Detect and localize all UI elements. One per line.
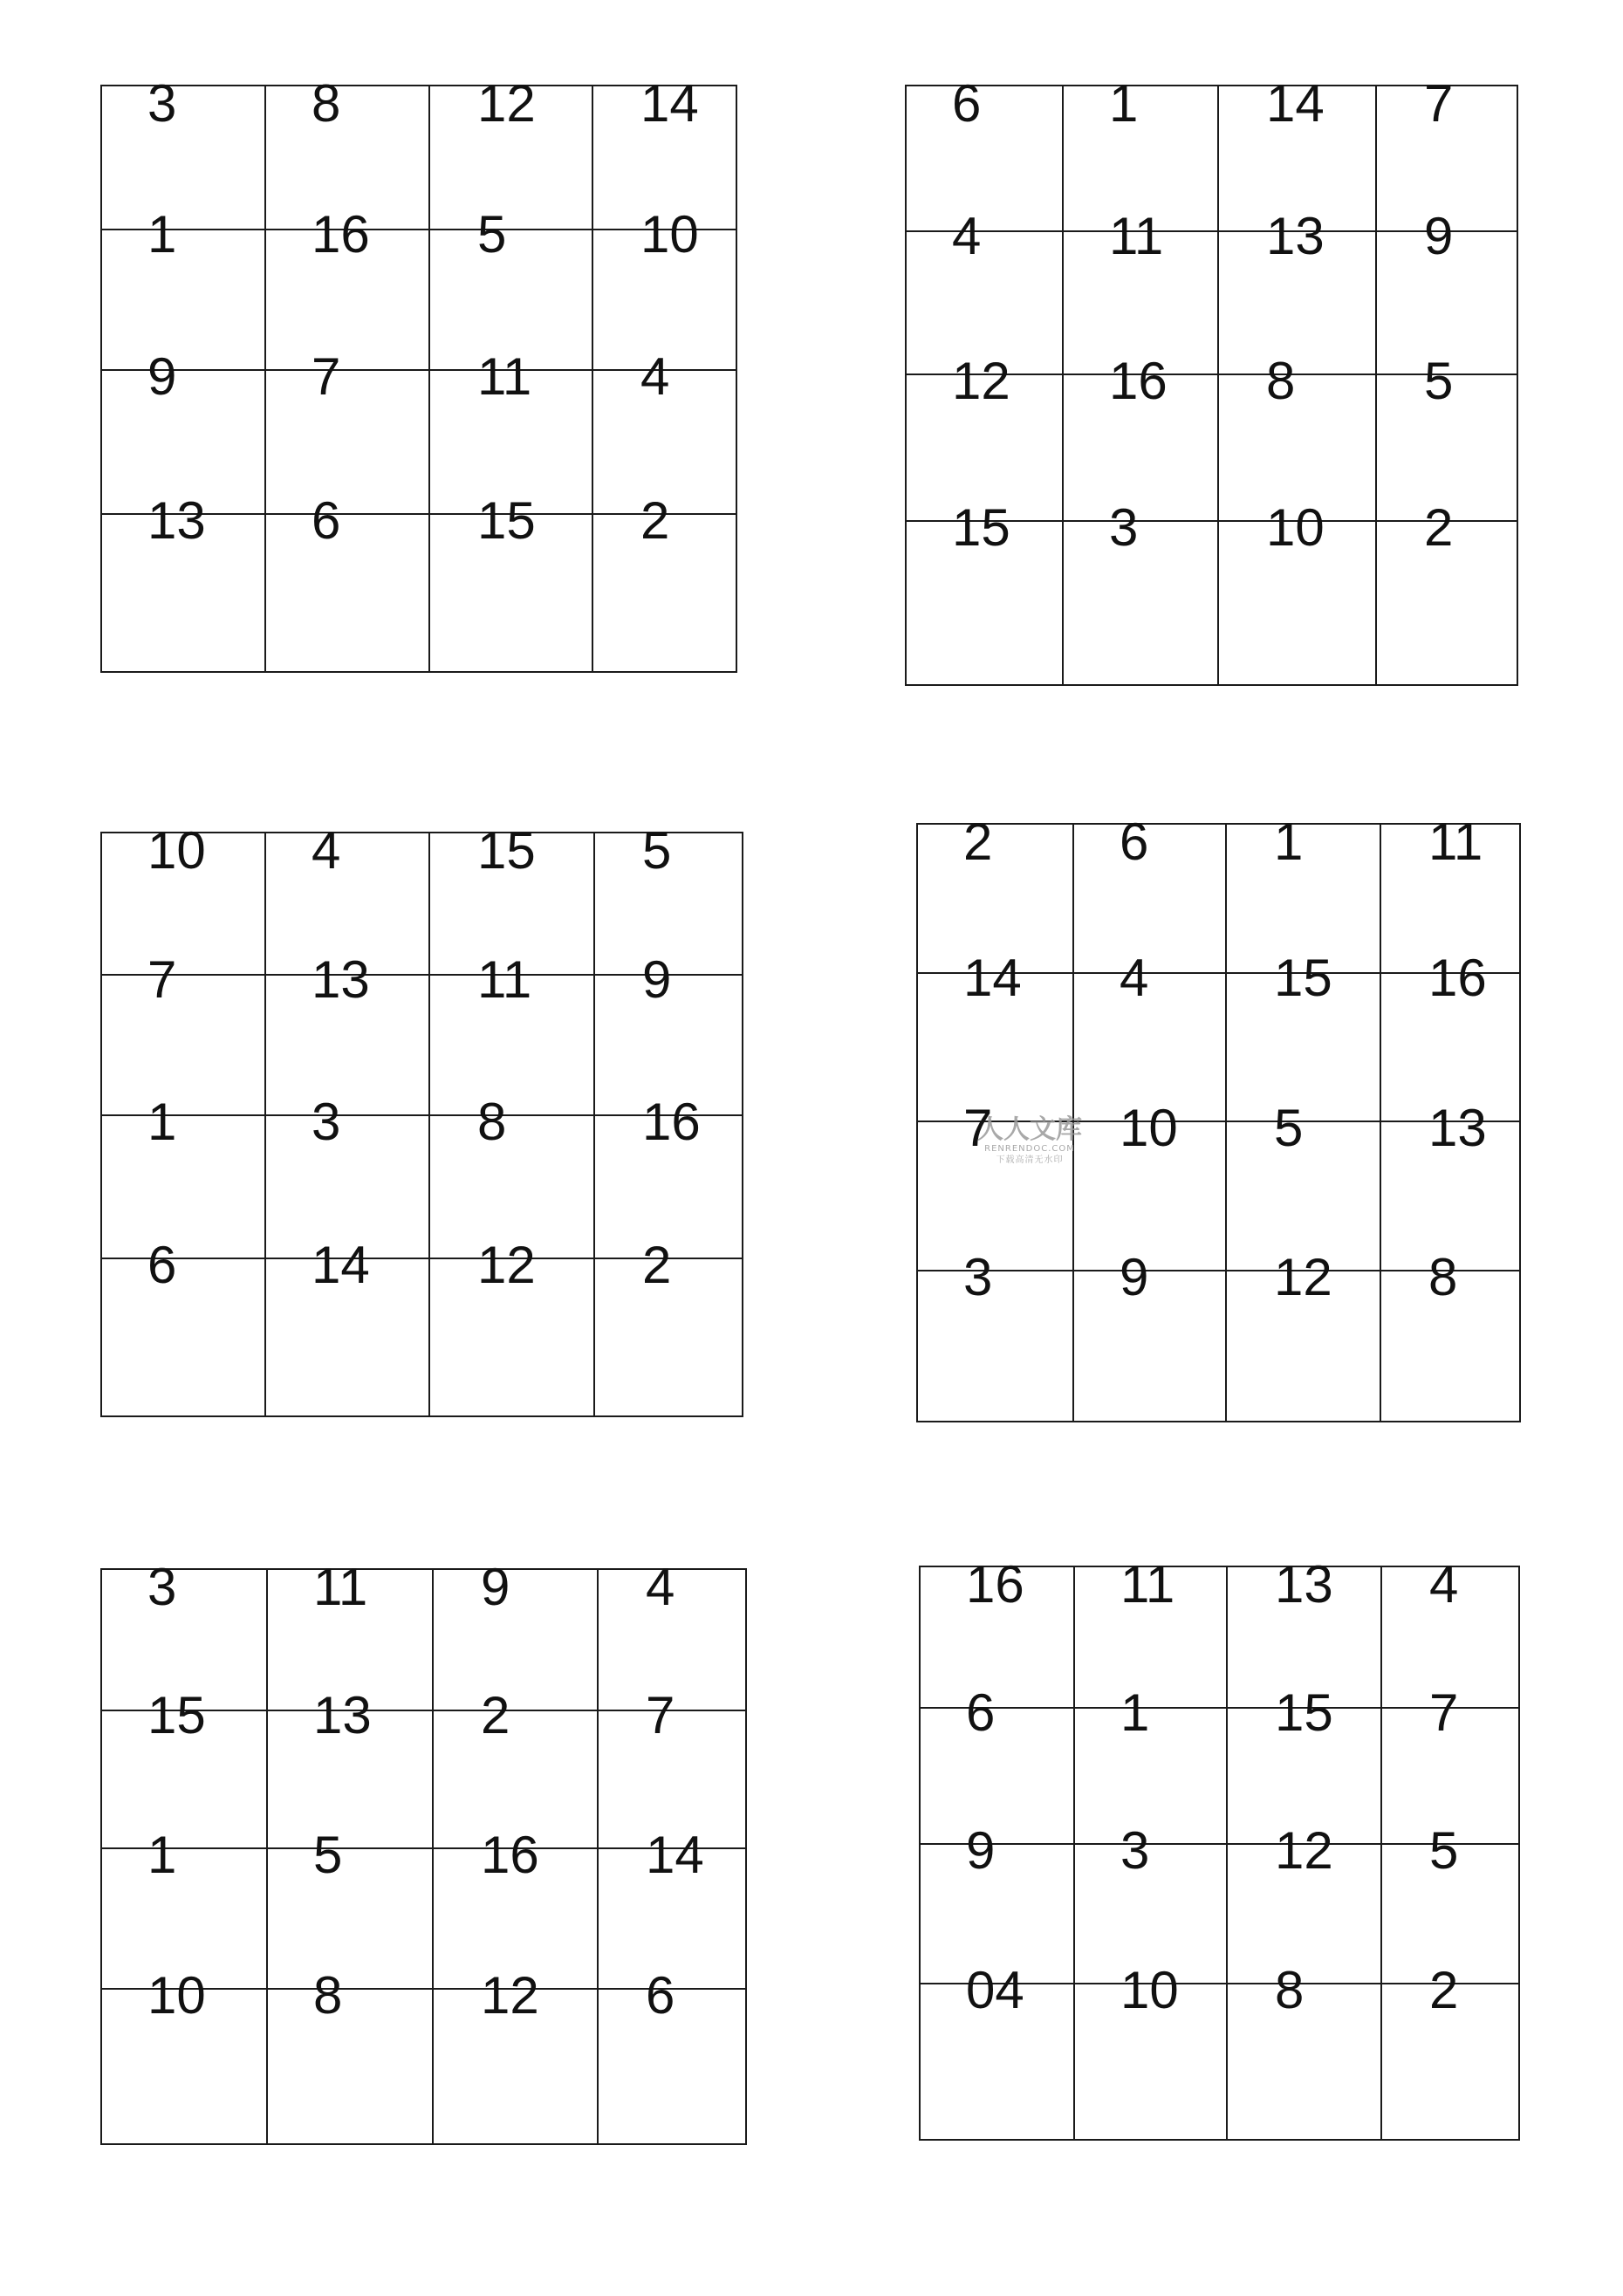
grid-cell xyxy=(1062,522,1219,686)
grid-cell xyxy=(916,1271,1074,1422)
grid-number: 11 xyxy=(1120,1555,1175,1614)
grid-number: 3 xyxy=(147,74,177,133)
grid-number: 10 xyxy=(147,821,206,880)
grid-number: 4 xyxy=(312,821,341,880)
grid-number: 2 xyxy=(1424,498,1454,557)
number-grid xyxy=(100,1558,747,2145)
grid-number: 11 xyxy=(477,347,532,406)
grid-number: 2 xyxy=(481,1686,510,1744)
grid-number: 15 xyxy=(147,1686,206,1744)
grid-number: 4 xyxy=(1429,1555,1459,1614)
grid-number: 9 xyxy=(1424,207,1454,265)
grid-number: 14 xyxy=(963,949,1022,1007)
grid-number: 5 xyxy=(1429,1821,1459,1880)
grid-number: 7 xyxy=(646,1686,675,1744)
grid-number: 8 xyxy=(1428,1248,1458,1306)
number-grid xyxy=(919,1555,1520,2141)
grid-number: 3 xyxy=(1109,498,1139,557)
grid-number: 11 xyxy=(1428,812,1483,871)
grid-number: 16 xyxy=(642,1093,701,1151)
grid-cell xyxy=(1072,823,1227,974)
grid-number: 1 xyxy=(147,1093,177,1151)
grid-number: 13 xyxy=(1275,1555,1333,1614)
grid-number: 1 xyxy=(1109,74,1139,133)
grid-number: 12 xyxy=(481,1966,539,2025)
grid-number: 10 xyxy=(147,1966,206,2025)
grid-number: 8 xyxy=(477,1093,507,1151)
grid-number: 11 xyxy=(313,1558,368,1616)
grid-cell xyxy=(434,1568,599,1711)
grid-number: 10 xyxy=(1120,1961,1179,2019)
grid-number: 1 xyxy=(147,1826,177,1884)
grid-number: 9 xyxy=(1120,1248,1149,1306)
grid-cell xyxy=(1073,1707,1228,1845)
grid-number: 3 xyxy=(963,1248,993,1306)
grid-number: 5 xyxy=(477,205,507,264)
grid-number: 12 xyxy=(477,74,536,133)
grid-number: 13 xyxy=(1266,207,1325,265)
grid-number: 15 xyxy=(1274,949,1332,1007)
grid-number: 1 xyxy=(1274,812,1304,871)
grid-number: 2 xyxy=(963,812,993,871)
grid-number: 13 xyxy=(312,950,370,1009)
grid-number: 10 xyxy=(1266,498,1325,557)
grid-number: 11 xyxy=(1109,207,1164,265)
grid-number: 5 xyxy=(313,1826,343,1884)
grid-number: 7 xyxy=(312,347,341,406)
grid-number: 13 xyxy=(1428,1099,1487,1157)
grid-number: 12 xyxy=(477,1236,536,1294)
grid-number: 6 xyxy=(966,1683,996,1742)
grid-number: 7 xyxy=(1424,74,1454,133)
grid-number: 13 xyxy=(313,1686,372,1744)
grid-number: 3 xyxy=(312,1093,341,1151)
grid-number: 8 xyxy=(313,1966,343,2025)
grid-number: 9 xyxy=(642,950,672,1009)
grid-number: 4 xyxy=(640,347,670,406)
grid-number: 8 xyxy=(1275,1961,1305,2019)
grid-cell xyxy=(1228,1984,1382,2141)
grid-number: 7 xyxy=(147,950,177,1009)
grid-number: 7 xyxy=(1429,1683,1459,1742)
grid-number: 6 xyxy=(952,74,982,133)
grid-cell xyxy=(264,371,430,515)
watermark-tagline-text: 下载高清无水印 xyxy=(996,1155,1064,1165)
grid-number: 5 xyxy=(1424,352,1454,410)
grid-number: 2 xyxy=(1429,1961,1459,2019)
grid-number: 16 xyxy=(1428,949,1487,1007)
grid-cell xyxy=(1072,1271,1227,1422)
grid-number: 2 xyxy=(642,1236,672,1294)
grid-cell xyxy=(100,974,266,1116)
grid-number: 6 xyxy=(1120,812,1149,871)
grid-number: 15 xyxy=(1275,1683,1333,1742)
grid-number: 8 xyxy=(312,74,341,133)
grid-cell xyxy=(100,1116,266,1259)
grid-number: 15 xyxy=(477,821,536,880)
grid-number: 15 xyxy=(952,498,1010,557)
grid-number: 6 xyxy=(147,1236,177,1294)
grid-number: 14 xyxy=(640,74,699,133)
number-grid xyxy=(100,821,743,1417)
grid-number: 16 xyxy=(481,1826,539,1884)
grid-cell xyxy=(264,515,430,673)
grid-cell xyxy=(905,85,1064,232)
grid-number: 6 xyxy=(312,491,341,550)
number-grid xyxy=(905,74,1518,686)
grid-number: 14 xyxy=(646,1826,704,1884)
grid-number: 9 xyxy=(147,347,177,406)
grid-number: 12 xyxy=(1275,1821,1333,1880)
grid-number: 4 xyxy=(1120,949,1149,1007)
grid-number: 5 xyxy=(642,821,672,880)
grid-number: 5 xyxy=(1274,1099,1304,1157)
grid-cell xyxy=(100,1259,266,1417)
watermark-logo xyxy=(969,1114,1091,1166)
grid-number: 16 xyxy=(1109,352,1168,410)
grid-number: 14 xyxy=(312,1236,370,1294)
grid-number: 6 xyxy=(646,1966,675,2025)
grid-number: 8 xyxy=(1266,352,1296,410)
grid-number: 10 xyxy=(640,205,699,264)
grid-number: 4 xyxy=(646,1558,675,1616)
grid-number: 16 xyxy=(312,205,370,264)
grid-number: 04 xyxy=(966,1961,1024,2019)
grid-cell xyxy=(266,1990,434,2145)
grid-number: 16 xyxy=(966,1555,1024,1614)
grid-number: 2 xyxy=(640,491,670,550)
grid-number: 12 xyxy=(952,352,1010,410)
grid-cell xyxy=(100,85,266,230)
grid-number: 3 xyxy=(1120,1821,1150,1880)
grid-number: 10 xyxy=(1120,1099,1178,1157)
grid-number: 9 xyxy=(481,1558,510,1616)
grid-number: 13 xyxy=(147,491,206,550)
grid-number: 7 xyxy=(963,1099,993,1157)
grid-number: 12 xyxy=(1274,1248,1332,1306)
grid-cell xyxy=(100,229,266,371)
grid-number: 4 xyxy=(952,207,982,265)
grid-cell xyxy=(266,1849,434,1990)
grid-number: 9 xyxy=(966,1821,996,1880)
grid-cell xyxy=(919,1707,1075,1845)
grid-number: 1 xyxy=(147,205,177,264)
grid-number: 3 xyxy=(147,1558,177,1616)
grid-number: 14 xyxy=(1266,74,1325,133)
watermark-url-text: RENRENDOC.COM xyxy=(984,1144,1075,1154)
watermark-main-text: 人人文库 xyxy=(977,1114,1082,1145)
number-grid xyxy=(100,74,737,673)
grid-number: 15 xyxy=(477,491,536,550)
grid-number: 1 xyxy=(1120,1683,1150,1742)
grid-number: 11 xyxy=(477,950,532,1009)
